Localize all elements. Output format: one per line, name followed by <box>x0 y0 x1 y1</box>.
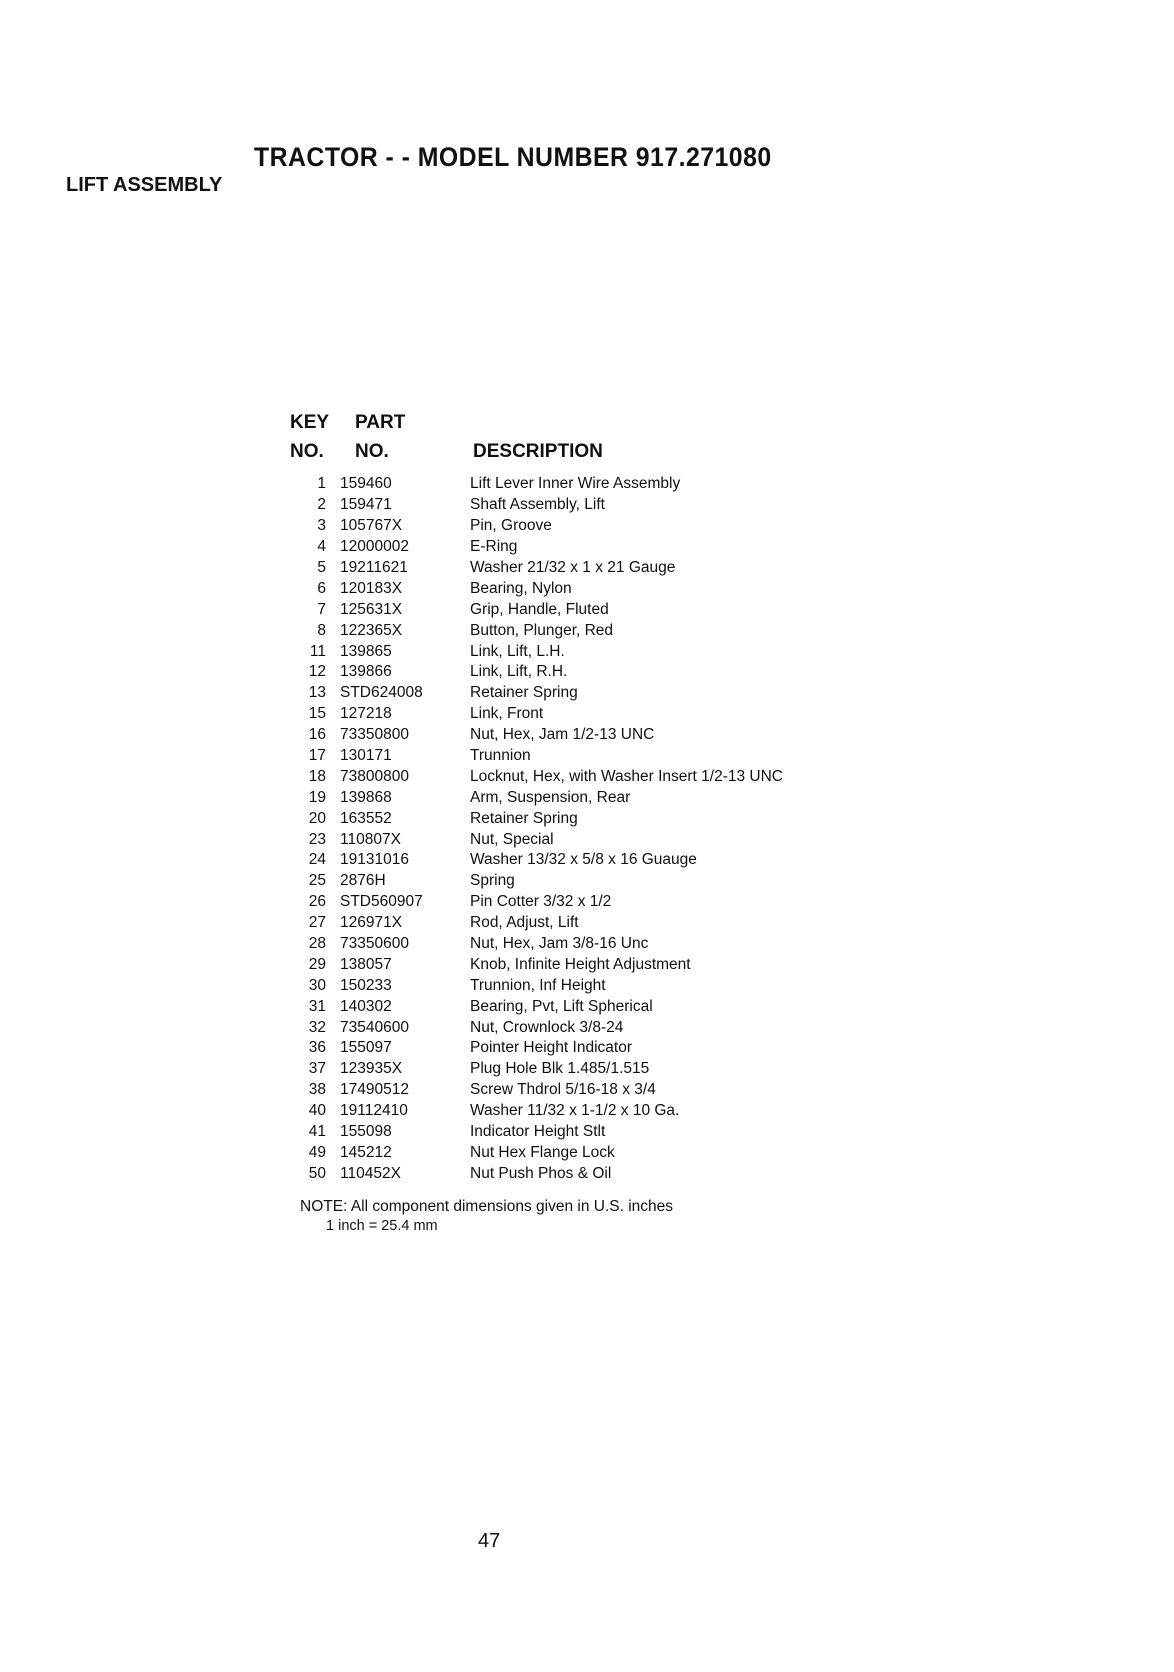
key-no: 8 <box>317 621 326 639</box>
part-no: 155098 <box>340 1123 392 1141</box>
part-no: STD560907 <box>340 893 423 911</box>
part-no: STD624008 <box>340 684 423 702</box>
key-no: 28 <box>308 935 326 953</box>
part-no: 73540600 <box>340 1018 409 1036</box>
part-description: Indicator Height Stlt <box>470 1123 606 1141</box>
parts-row <box>290 599 850 620</box>
parts-row <box>290 766 850 787</box>
parts-row <box>290 1080 850 1101</box>
part-no: 122365X <box>340 621 403 639</box>
part-description: Nut, Hex, Jam 1/2-13 UNC <box>470 726 655 744</box>
key-no: 2 <box>317 496 326 514</box>
part-description: Arm, Suspension, Rear <box>470 788 631 806</box>
key-no: 13 <box>308 684 326 702</box>
part-no: 163552 <box>340 809 392 827</box>
part-no: 138057 <box>340 955 392 973</box>
page-number: 47 <box>478 1530 501 1552</box>
column-header-part-2: NO. <box>355 441 389 462</box>
part-description: Spring <box>470 872 515 890</box>
part-no: 19112410 <box>340 1102 408 1120</box>
key-no: 17 <box>308 747 326 765</box>
part-no: 110807X <box>340 830 401 848</box>
key-no: 16 <box>308 726 326 744</box>
parts-row <box>290 662 850 683</box>
part-description: Nut Push Phos & Oil <box>470 1164 612 1182</box>
key-no: 37 <box>308 1060 326 1078</box>
part-description: Link, Front <box>470 705 544 723</box>
parts-row <box>290 725 850 746</box>
key-no: 15 <box>308 705 326 723</box>
part-description: Locknut, Hex, with Washer Insert 1/2-13 UNC <box>470 767 783 785</box>
part-no: 125631X <box>340 600 403 618</box>
part-description: Pin Cotter 3/32 x 1/2 <box>470 893 612 911</box>
part-description: Link, Lift, L.H. <box>470 642 565 660</box>
part-description: Bearing, Nylon <box>470 579 572 597</box>
key-no: 32 <box>308 1018 326 1036</box>
page-title: TRACTOR - - MODEL NUMBER 917.271080 <box>254 142 772 172</box>
parts-row <box>290 1163 850 1184</box>
part-description: Button, Plunger, Red <box>470 621 614 639</box>
part-description: Washer 13/32 x 5/8 x 16 Guauge <box>470 851 697 869</box>
parts-row <box>290 620 850 641</box>
part-no: 19131016 <box>340 851 409 869</box>
part-no: 127218 <box>340 705 392 723</box>
parts-row <box>290 641 850 662</box>
part-no: 123935X <box>340 1060 403 1078</box>
key-no: 3 <box>317 517 326 535</box>
parts-row <box>290 1101 850 1122</box>
column-header-key-1: KEY <box>290 412 330 433</box>
key-no: 41 <box>308 1123 326 1141</box>
column-header-key-2: NO. <box>290 441 324 462</box>
parts-row <box>290 495 850 516</box>
part-no: 126971X <box>340 914 403 932</box>
part-description: Grip, Handle, Fluted <box>470 600 609 618</box>
parts-row <box>290 558 850 579</box>
key-no: 11 <box>309 642 326 660</box>
part-description: Screw Thdrol 5/16-18 x 3/4 <box>470 1081 656 1099</box>
parts-row <box>290 787 850 808</box>
parts-row <box>290 975 850 996</box>
key-no: 25 <box>308 872 326 890</box>
parts-row <box>290 934 850 955</box>
part-description: Plug Hole Blk 1.485/1.515 <box>470 1060 650 1078</box>
part-description: Bearing, Pvt, Lift Spherical <box>470 997 653 1015</box>
part-no: 73350600 <box>340 935 409 953</box>
parts-row <box>290 1143 850 1164</box>
note: NOTE: All component dimensions given in U.S. inches <box>300 1198 674 1215</box>
key-no: 49 <box>308 1143 326 1161</box>
part-no: 145212 <box>340 1143 392 1161</box>
part-no: 139868 <box>340 788 392 806</box>
parts-row <box>290 578 850 599</box>
key-no: 12 <box>308 663 326 681</box>
part-description: E-Ring <box>470 538 518 556</box>
key-no: 26 <box>308 893 326 911</box>
part-no: 2876H <box>340 872 386 890</box>
part-description: Pointer Height Indicator <box>470 1039 632 1057</box>
part-no: 159471 <box>340 496 392 514</box>
parts-row <box>290 1122 850 1143</box>
parts-row <box>290 746 850 767</box>
parts-row <box>290 850 850 871</box>
parts-row <box>290 1017 850 1038</box>
section-title: LIFT ASSEMBLY <box>66 174 223 196</box>
part-no: 105767X <box>340 517 403 535</box>
key-no: 18 <box>308 767 326 785</box>
part-no: 17490512 <box>340 1081 409 1099</box>
part-description: Trunnion <box>470 747 531 765</box>
key-no: 20 <box>308 809 326 827</box>
part-no: 140302 <box>340 997 392 1015</box>
parts-row <box>290 808 850 829</box>
parts-row <box>290 996 850 1017</box>
part-no: 73800800 <box>340 767 409 785</box>
part-description: Lift Lever Inner Wire Assembly <box>470 475 681 493</box>
key-no: 40 <box>308 1102 326 1120</box>
part-no: 159460 <box>340 475 392 493</box>
key-no: 5 <box>317 559 326 576</box>
key-no: 31 <box>308 997 326 1015</box>
parts-row <box>290 1038 850 1059</box>
key-no: 30 <box>308 976 326 994</box>
key-no: 50 <box>308 1164 326 1182</box>
part-no: 110452X <box>340 1164 401 1182</box>
parts-list <box>290 474 850 1184</box>
part-no: 120183X <box>340 579 403 597</box>
parts-row <box>290 913 850 934</box>
note-conversion: 1 inch = 25.4 mm <box>326 1218 438 1234</box>
part-no: 150233 <box>340 976 392 994</box>
part-description: Shaft Assembly, Lift <box>470 496 605 514</box>
part-description: Nut, Hex, Jam 3/8-16 Unc <box>470 935 649 953</box>
parts-row <box>290 474 850 495</box>
part-description: Nut Hex Flange Lock <box>470 1143 615 1161</box>
part-description: Trunnion, Inf Height <box>470 976 606 994</box>
parts-row <box>290 954 850 975</box>
parts-row <box>290 704 850 725</box>
part-description: Nut, Special <box>470 830 554 848</box>
key-no: 4 <box>317 538 326 556</box>
key-no: 36 <box>308 1039 326 1057</box>
part-description: Nut, Crownlock 3/8-24 <box>470 1018 624 1036</box>
parts-row <box>290 1059 850 1080</box>
part-no: 139865 <box>340 642 392 660</box>
parts-row <box>290 829 850 850</box>
key-no: 38 <box>308 1081 326 1099</box>
part-description: Pin, Groove <box>470 517 552 535</box>
column-header-part-1: PART <box>355 412 406 433</box>
part-description: Retainer Spring <box>470 809 578 827</box>
parts-row <box>290 537 850 558</box>
part-description: Washer 11/32 x 1-1/2 x 10 Ga. <box>470 1102 680 1120</box>
parts-row <box>290 871 850 892</box>
part-no: 139866 <box>340 663 392 681</box>
key-no: 6 <box>317 579 326 597</box>
parts-row <box>290 516 850 537</box>
part-description: Link, Lift, R.H. <box>470 663 568 681</box>
key-no: 29 <box>308 955 326 973</box>
part-no: 155097 <box>340 1039 392 1057</box>
part-description: Rod, Adjust, Lift <box>470 914 579 932</box>
part-no: 12000002 <box>340 538 409 556</box>
part-no: 130171 <box>340 747 392 765</box>
key-no: 19 <box>308 788 326 806</box>
part-description: Retainer Spring <box>470 684 578 702</box>
key-no: 1 <box>317 475 326 493</box>
parts-row <box>290 683 850 704</box>
part-description: Washer 21/32 x 1 x 21 Gauge <box>470 559 676 576</box>
part-description: Knob, Infinite Height Adjustment <box>470 955 691 973</box>
key-no: 7 <box>317 600 326 618</box>
column-header-description: DESCRIPTION <box>473 441 603 462</box>
key-no: 24 <box>308 851 326 869</box>
part-no: 19211621 <box>340 559 408 576</box>
key-no: 27 <box>308 914 326 932</box>
parts-row <box>290 892 850 913</box>
key-no: 23 <box>308 830 326 848</box>
part-no: 73350800 <box>340 726 409 744</box>
